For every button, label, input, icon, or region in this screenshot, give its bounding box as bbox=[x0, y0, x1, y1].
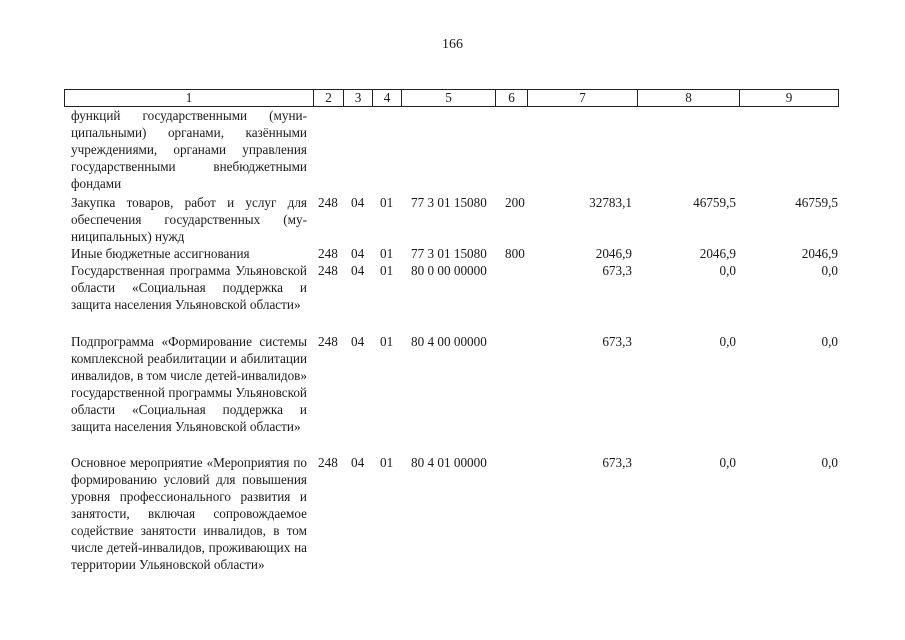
row-name: Государственная программа Ульяновской области «Социальная поддержка и защита населения Ульяновской области» bbox=[71, 263, 307, 312]
row-code-3: 04 bbox=[351, 334, 365, 349]
row-value-8: 0,0 bbox=[719, 455, 736, 470]
row-value-9: 0,0 bbox=[821, 263, 838, 278]
row-code-4: 01 bbox=[380, 195, 394, 210]
row-code-4: 01 bbox=[380, 334, 394, 349]
row-name: Закупка товаров, работ и услуг для обеспечения государственных (муниципальных) нужд bbox=[71, 195, 307, 244]
row-value-7: 673,3 bbox=[602, 334, 632, 349]
row-name: Подпрограмма «Формирование системы комплексной реабилитации и абилитации инвалидов, в том числе детей-инвалидов» государственной программы Ульяновской области «Социальная поддержка и защита населения Ульяновской области» bbox=[71, 334, 307, 434]
row-value-8: 2046,9 bbox=[699, 246, 736, 261]
row-name: Основное мероприятие «Мероприятия по формированию условий для повышения уровня профессионального развития и занятости, включая сопровождаемое содействие занятости инвалидов, в том числе детей-инвалидов, проживающих на территории Ульяновской области» bbox=[71, 455, 307, 572]
row-code-6: 800 bbox=[505, 246, 525, 261]
column-header-table bbox=[64, 89, 839, 107]
row-code-3: 04 bbox=[351, 246, 365, 261]
row-code-6: 200 bbox=[505, 195, 525, 210]
row-value-9: 0,0 bbox=[821, 334, 838, 349]
row-code-4: 01 bbox=[380, 263, 394, 278]
column-header-6: 6 bbox=[496, 90, 528, 107]
row-code-2: 248 bbox=[318, 246, 338, 261]
row-code-5: 77 3 01 15080 bbox=[411, 246, 487, 261]
row-value-7: 32783,1 bbox=[589, 195, 632, 210]
row-name: Иные бюджетные ассигнования bbox=[71, 246, 250, 261]
row-code-5: 77 3 01 15080 bbox=[411, 195, 487, 210]
column-header-3: 3 bbox=[344, 90, 373, 107]
page-number: 166 bbox=[442, 37, 463, 52]
column-header-9: 9 bbox=[740, 90, 839, 107]
row-code-2: 248 bbox=[318, 195, 338, 210]
row-value-9: 46759,5 bbox=[795, 195, 838, 210]
row-value-8: 0,0 bbox=[719, 334, 736, 349]
row-code-3: 04 bbox=[351, 455, 365, 470]
row-code-3: 04 bbox=[351, 195, 365, 210]
row-value-7: 2046,9 bbox=[595, 246, 632, 261]
row-value-9: 0,0 bbox=[821, 455, 838, 470]
row-code-2: 248 bbox=[318, 334, 338, 349]
row-code-5: 80 4 00 00000 bbox=[411, 334, 487, 349]
row-value-7: 673,3 bbox=[602, 455, 632, 470]
row-value-8: 46759,5 bbox=[693, 195, 736, 210]
row-code-5: 80 4 01 00000 bbox=[411, 455, 487, 470]
column-header-1: 1 bbox=[65, 90, 314, 107]
row-code-4: 01 bbox=[380, 455, 394, 470]
column-header-8: 8 bbox=[638, 90, 740, 107]
row-value-8: 0,0 bbox=[719, 263, 736, 278]
row-code-4: 01 bbox=[380, 246, 394, 261]
column-header-row bbox=[65, 90, 839, 107]
row-name: функций государственными (муниципальными) органами, казёнными учреждениями, органами управления государственными внебюджетными фондами bbox=[71, 108, 307, 191]
row-code-2: 248 bbox=[318, 263, 338, 278]
row-code-5: 80 0 00 00000 bbox=[411, 263, 487, 278]
row-code-2: 248 bbox=[318, 455, 338, 470]
row-value-7: 673,3 bbox=[602, 263, 632, 278]
column-header-2: 2 bbox=[314, 90, 344, 107]
column-header-7: 7 bbox=[528, 90, 638, 107]
row-value-9: 2046,9 bbox=[801, 246, 838, 261]
column-header-4: 4 bbox=[373, 90, 402, 107]
row-code-3: 04 bbox=[351, 263, 365, 278]
column-header-5: 5 bbox=[402, 90, 496, 107]
